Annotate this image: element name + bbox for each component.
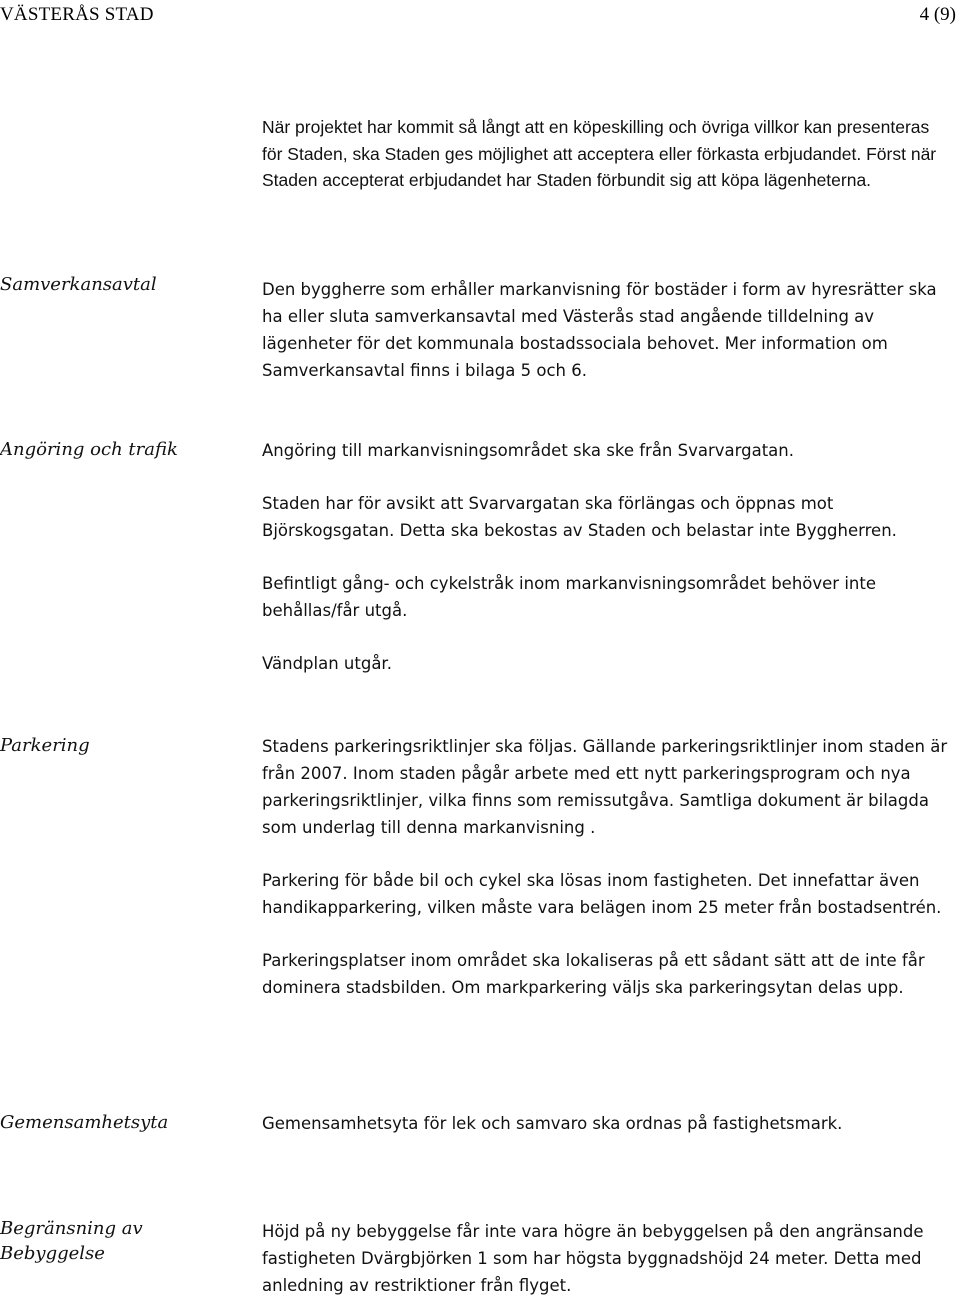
page-number: 4 (9) bbox=[919, 4, 956, 25]
section-paragraph: Parkering för både bil och cykel ska lösas inom fastigheten. Det innefattar även handikapparkering, vilken måste vara belägen inom 25 meter från bostadsentrén. bbox=[262, 871, 942, 917]
section-paragraph: Den byggherre som erhåller markanvisning för bostäder i form av hyresrätter ska ha eller sluta samverkansavtal med Västerås stad angående tilldelning av lägenheter för det kommunala bostadssociala behovet. Mer information om Samverkansavtal finns i bilaga 5 och 6. bbox=[262, 280, 937, 380]
intro-block bbox=[262, 114, 952, 194]
section-paragraph: Befintligt gång- och cykelstråk inom markanvisningsområdet behöver inte behållas/får utgå. bbox=[262, 574, 876, 620]
section-heading: Parkering bbox=[0, 735, 90, 756]
section-heading: Samverkansavtal bbox=[0, 274, 157, 295]
section-body bbox=[262, 437, 952, 677]
section-heading: Begränsning av Bebyggelse bbox=[0, 1218, 143, 1264]
section-body bbox=[262, 1110, 960, 1137]
section-paragraph: Angöring till markanvisningsområdet ska ske från Svarvargatan. bbox=[262, 441, 794, 460]
header-organization: VÄSTERÅS STAD bbox=[0, 4, 154, 25]
section-body bbox=[262, 276, 957, 384]
section-paragraph: Stadens parkeringsriktlinjer ska följas. Gällande parkeringsriktlinjer inom staden är från 2007. Inom staden pågår arbete med ett nytt parkeringsprogram och nya parkeringsriktlinjer, vilka finns som remissutgåva. Samtliga dokument är bilagda som underlag till denna markanvisning . bbox=[262, 737, 948, 837]
section-paragraph: Vändplan utgår. bbox=[262, 654, 392, 673]
section-paragraph: Staden har för avsikt att Svarvargatan ska förlängas och öppnas mot Björskogsgatan. Detta ska bekostas av Staden och belastar inte Byggherren. bbox=[262, 494, 897, 540]
section-body bbox=[262, 733, 960, 1001]
section-paragraph: Gemensamhetsyta för lek och samvaro ska ordnas på fastighetsmark. bbox=[262, 1114, 843, 1133]
section-paragraph: Höjd på ny bebyggelse får inte vara högre än bebyggelsen på den angränsande fastigheten Dvärgbjörken 1 som har högsta byggnadshöjd 24 meter. Detta med anledning av restriktioner från flyget. bbox=[262, 1222, 924, 1295]
section-heading: Gemensamhetsyta bbox=[0, 1112, 169, 1133]
intro-paragraph: När projektet har kommit så långt att en köpeskilling och övriga villkor kan presenteras för Staden, ska Staden ges möjlighet att acceptera eller förkasta erbjudandet. Först när Staden accepterat erbjudandet har Staden förbundit sig att köpa lägenheterna. bbox=[262, 117, 937, 190]
section-body bbox=[262, 1218, 942, 1299]
section-paragraph: Parkeringsplatser inom området ska lokaliseras på ett sådant sätt att de inte får dominera stadsbilden. Om markparkering väljs ska parkeringsytan delas upp. bbox=[262, 951, 925, 997]
section-heading: Angöring och trafik bbox=[0, 439, 178, 460]
